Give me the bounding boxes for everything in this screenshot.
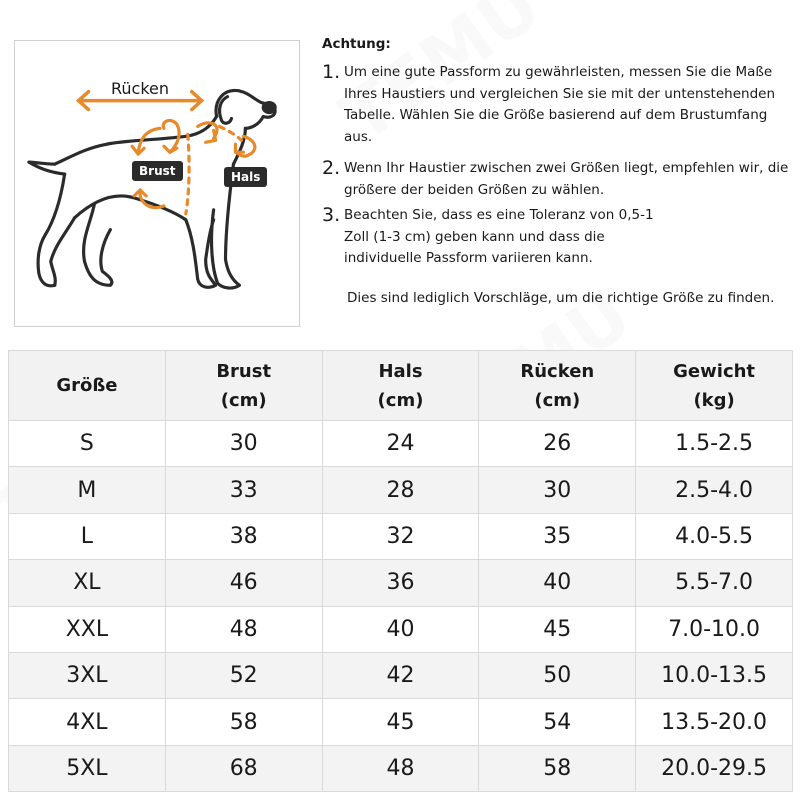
table-row xyxy=(9,652,793,698)
cell-back: 45 xyxy=(479,606,636,652)
cell-chest: 33 xyxy=(165,467,322,513)
back-label: Rücken xyxy=(111,79,170,98)
cell-neck: 24 xyxy=(322,421,479,467)
neck-label: Hals xyxy=(224,167,267,187)
cell-size: L xyxy=(9,513,166,559)
cell-weight: 20.0-29.5 xyxy=(636,745,793,791)
cell-chest: 38 xyxy=(165,513,322,559)
table-row xyxy=(9,560,793,606)
note-text: Um eine gute Passform zu gewährleisten, messen Sie die Maße Ihres Haustiers und vergleichen Sie sie mit der untenstehenden Tabelle. Wählen Sie die Größe basierend auf dem Brustumfang aus. xyxy=(344,64,775,145)
cell-neck: 32 xyxy=(322,513,479,559)
cell-size: XL xyxy=(9,560,166,606)
cell-back: 58 xyxy=(479,745,636,791)
cell-back: 30 xyxy=(479,467,636,513)
note-number: 1. xyxy=(322,61,341,83)
note-item xyxy=(322,62,798,148)
cell-weight: 10.0-13.5 xyxy=(636,652,793,698)
header-back: Rücken (cm) xyxy=(479,351,636,421)
cell-neck: 40 xyxy=(322,606,479,652)
cell-back: 50 xyxy=(479,652,636,698)
cell-size: 4XL xyxy=(9,699,166,745)
note-number: 2. xyxy=(322,157,341,179)
cell-chest: 46 xyxy=(165,560,322,606)
header-size: Größe xyxy=(9,351,166,421)
cell-size: S xyxy=(9,421,166,467)
note-text: Beachten Sie, dass es eine Toleranz von 0,5-1 Zoll (1-3 cm) geben kann und dass die individuelle Passform variieren kann. xyxy=(344,207,654,266)
disclaimer-text: Dies sind lediglich Vorschläge, um die richtige Größe zu finden. xyxy=(347,289,775,306)
note-item xyxy=(322,158,798,201)
note-item xyxy=(322,205,798,270)
table-row xyxy=(9,606,793,652)
header-neck: Hals (cm) xyxy=(322,351,479,421)
cell-neck: 36 xyxy=(322,560,479,606)
header-chest: Brust (cm) xyxy=(165,351,322,421)
dog-measurement-illustration xyxy=(14,40,300,327)
cell-size: M xyxy=(9,467,166,513)
table-row xyxy=(9,699,793,745)
cell-size: XXL xyxy=(9,606,166,652)
cell-chest: 58 xyxy=(165,699,322,745)
cell-back: 35 xyxy=(479,513,636,559)
note-number: 3. xyxy=(322,204,341,226)
cell-weight: 13.5-20.0 xyxy=(636,699,793,745)
cell-neck: 28 xyxy=(322,467,479,513)
table-row xyxy=(9,745,793,791)
cell-chest: 52 xyxy=(165,652,322,698)
cell-weight: 7.0-10.0 xyxy=(636,606,793,652)
cell-chest: 68 xyxy=(165,745,322,791)
cell-back: 40 xyxy=(479,560,636,606)
cell-weight: 1.5-2.5 xyxy=(636,421,793,467)
table-row xyxy=(9,513,793,559)
table-row xyxy=(9,467,793,513)
cell-neck: 45 xyxy=(322,699,479,745)
cell-weight: 2.5-4.0 xyxy=(636,467,793,513)
chest-label: Brust xyxy=(132,161,183,181)
cell-back: 26 xyxy=(479,421,636,467)
cell-chest: 30 xyxy=(165,421,322,467)
table-row xyxy=(9,421,793,467)
cell-weight: 5.5-7.0 xyxy=(636,560,793,606)
cell-chest: 48 xyxy=(165,606,322,652)
cell-size: 5XL xyxy=(9,745,166,791)
notes-section xyxy=(322,36,798,306)
notes-title: Achtung: xyxy=(322,36,391,52)
header-weight: Gewicht (kg) xyxy=(636,351,793,421)
note-text: Wenn Ihr Haustier zwischen zwei Größen liegt, empfehlen wir, die größere der beiden Größen zu wählen. xyxy=(344,160,789,198)
cell-back: 54 xyxy=(479,699,636,745)
table-header-row xyxy=(9,351,793,421)
cell-size: 3XL xyxy=(9,652,166,698)
size-chart-table xyxy=(8,350,793,792)
cell-neck: 48 xyxy=(322,745,479,791)
cell-weight: 4.0-5.5 xyxy=(636,513,793,559)
cell-neck: 42 xyxy=(322,652,479,698)
